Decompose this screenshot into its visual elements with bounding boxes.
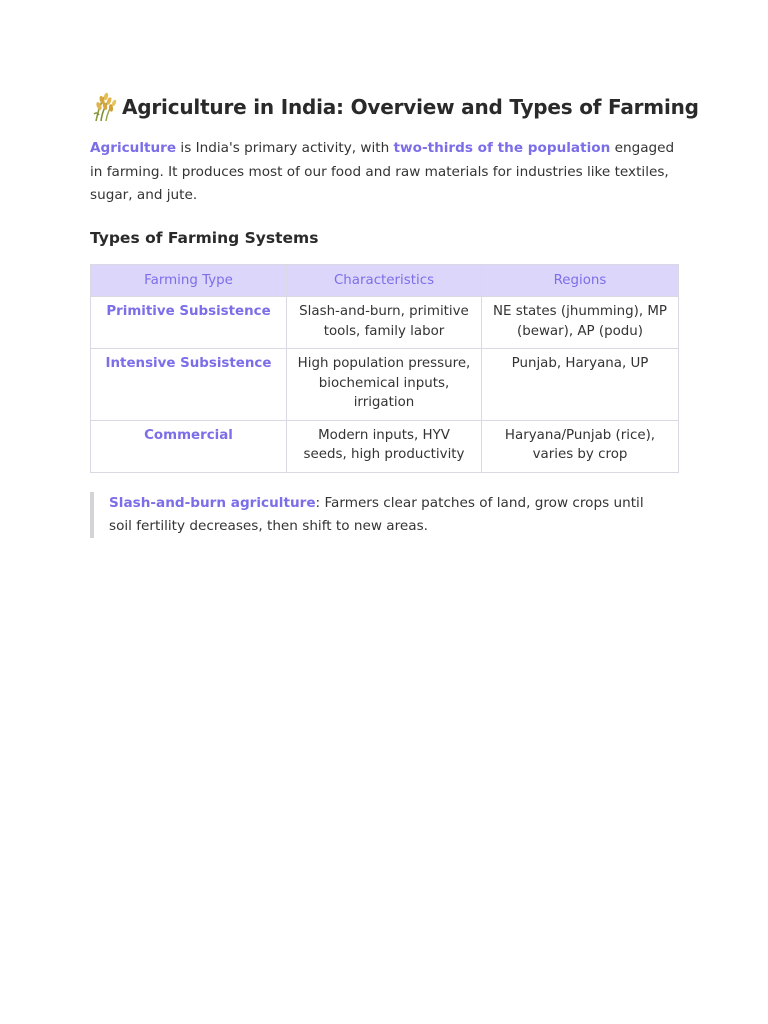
page-title-row (90, 92, 699, 122)
table-row (91, 420, 679, 472)
farming-types-table (90, 264, 679, 473)
intro-term: Agriculture (90, 140, 177, 156)
column-header-farming-type: Farming Type (91, 265, 287, 297)
characteristics-cell: Modern inputs, HYV seeds, high productivity (287, 420, 482, 472)
page-title: Agriculture in India: Overview and Types of Farming (122, 95, 699, 119)
farming-type-cell: Intensive Subsistence (91, 349, 287, 421)
intro-text-1: is India's primary activity, with (176, 140, 394, 156)
table-header-row (91, 265, 679, 297)
callout-text: : Farmers clear patches of land, grow crops until soil fertility decreases, then shift to new areas. (109, 495, 644, 534)
callout-term: Slash-and-burn agriculture (109, 495, 316, 511)
column-header-regions: Regions (482, 265, 679, 297)
characteristics-cell: High population pressure, biochemical inputs, irrigation (287, 349, 482, 421)
intro-highlight: two-thirds of the population (393, 140, 611, 156)
intro-paragraph (90, 137, 678, 208)
table-row (91, 297, 679, 349)
callout-note (90, 492, 669, 538)
intro-text-2: engaged in farming. It produces most of our food and raw materials for industries like textiles, sugar, and jute. (90, 140, 675, 203)
farming-type-cell: Primitive Subsistence (91, 297, 287, 349)
regions-cell: Haryana/Punjab (rice), varies by crop (482, 420, 679, 472)
section-heading: Types of Farming Systems (90, 229, 319, 247)
regions-cell: Punjab, Haryana, UP (482, 349, 679, 421)
regions-cell: NE states (jhumming), MP (bewar), AP (podu) (482, 297, 679, 349)
table-row (91, 349, 679, 421)
rice-sheaf-icon (90, 92, 118, 122)
farming-type-cell: Commercial (91, 420, 287, 472)
characteristics-cell: Slash-and-burn, primitive tools, family labor (287, 297, 482, 349)
column-header-characteristics: Characteristics (287, 265, 482, 297)
